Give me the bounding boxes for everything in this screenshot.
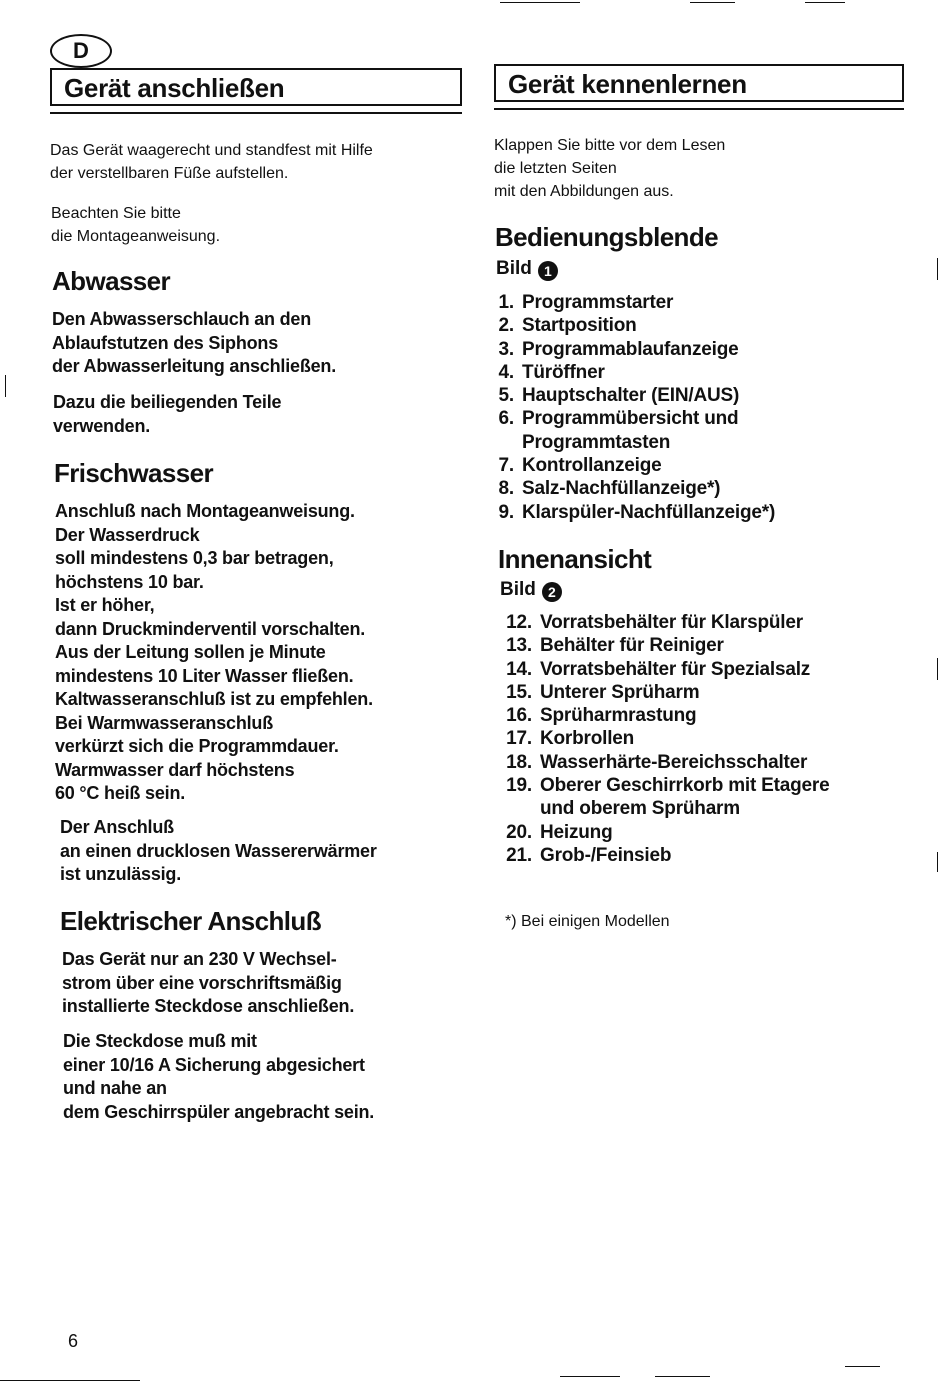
list-item-label: Heizung [540, 821, 613, 843]
list-item-number: 21. [506, 844, 532, 866]
page-number: 6 [68, 1331, 79, 1351]
list-item [496, 384, 775, 407]
list-item [496, 431, 775, 454]
interior-list [502, 611, 829, 867]
text-line: installierte Steckdose anschließen. [62, 996, 355, 1016]
list-item-number: 20. [506, 821, 532, 843]
list-item [496, 338, 775, 361]
list-item [502, 658, 829, 681]
list-item-label: Korbrollen [540, 728, 635, 750]
control-panel-list [496, 291, 775, 524]
list-item-label: Programmtasten [522, 431, 671, 453]
list-item-number: 9. [498, 501, 514, 523]
text-line: Ist er höher, [55, 595, 155, 615]
list-item [502, 821, 829, 844]
footnote: *) Bei einigen Modellen [505, 913, 670, 930]
scan-mark [937, 258, 938, 280]
list-item-number: 12. [506, 612, 532, 633]
text-line: höchstens 10 bar. [55, 571, 204, 592]
scan-mark [845, 1366, 880, 1367]
list-item-number: 8. [498, 478, 514, 500]
intro-paragraph-1 [50, 139, 373, 185]
list-item-label: Salz-Nachfüllanzeige*) [522, 478, 721, 500]
heading-elektrisch: Elektrischer Anschluß [60, 906, 321, 936]
list-item [502, 797, 829, 820]
figure-label: Bild [500, 579, 536, 600]
list-item [502, 727, 829, 750]
text-line: Bei Warmwasseranschluß [55, 712, 274, 733]
list-item-number: 18. [506, 751, 532, 773]
text-line: Warmwasser darf höchstens [55, 759, 295, 780]
text-line: dann Druckminderventil vorschalten. [55, 618, 366, 639]
text-line: an einen drucklosen Wassererwärmer [60, 840, 377, 861]
list-item [502, 774, 829, 797]
heading-frischwasser: Frischwasser [54, 458, 214, 488]
text-line: Anschluß nach Montageanweisung. [55, 501, 355, 521]
figure-label: Bild [496, 258, 532, 279]
text-line: ist unzulässig. [60, 864, 182, 884]
list-item-number: 6. [498, 408, 514, 430]
list-item-number: 15. [506, 681, 532, 703]
abwasser-paragraph-1 [52, 308, 336, 379]
scan-mark [560, 1376, 620, 1377]
text-line: 60 °C heiß sein. [55, 783, 186, 803]
text-line: Die Steckdose muß mit [63, 1031, 257, 1051]
list-item-label: Klarspüler-Nachfüllanzeige*) [522, 501, 776, 523]
list-item-label: Türöffner [522, 361, 605, 383]
text-line: mit den Abbildungen aus. [494, 183, 674, 200]
text-line: Der Wasserdruck [55, 524, 200, 545]
elektrisch-paragraph-2 [63, 1030, 374, 1124]
list-item [496, 501, 775, 524]
text-line: Dazu die beiliegenden Teile [53, 392, 282, 412]
text-line: Den Abwasserschlauch an den [52, 309, 312, 329]
text-line: dem Geschirrspüler angebracht sein. [63, 1101, 375, 1122]
text-line: soll mindestens 0,3 bar betragen, [55, 548, 334, 568]
list-item-number: 2. [498, 315, 514, 337]
list-item-number: 5. [498, 385, 514, 407]
list-item-number: 14. [506, 658, 532, 680]
elektrisch-paragraph-1 [62, 948, 354, 1019]
list-item [496, 361, 775, 384]
list-item [496, 407, 775, 430]
scan-mark [937, 658, 938, 680]
language-badge: D [50, 34, 112, 68]
text-line: mindestens 10 Liter Wasser fließen. [55, 665, 354, 686]
list-item [502, 634, 829, 657]
list-item [502, 751, 829, 774]
frischwasser-paragraph-1 [55, 500, 373, 806]
list-item-label: Programmablaufanzeige [522, 338, 739, 360]
text-line: Aus der Leitung sollen je Minute [55, 642, 326, 662]
list-item-number: 17. [506, 728, 532, 750]
list-item-number: 1. [498, 292, 514, 313]
list-item-label: Kontrollanzeige [522, 455, 662, 477]
text-line: Beachten Sie bitte [51, 205, 181, 222]
scan-mark [655, 1376, 710, 1377]
scan-mark [937, 852, 938, 872]
list-item [502, 611, 829, 634]
list-item [496, 291, 775, 314]
list-item-number: 19. [506, 775, 532, 797]
text-line: und nahe an [63, 1078, 167, 1098]
scan-mark [690, 2, 735, 3]
intro-paragraph-2 [51, 202, 220, 248]
text-line: der Abwasserleitung anschließen. [52, 356, 337, 376]
figure-number-badge: 1 [538, 261, 558, 281]
heading-abwasser: Abwasser [52, 266, 171, 296]
list-item [496, 477, 775, 500]
list-item-label: Vorratsbehälter für Klarspüler [540, 612, 803, 633]
text-line: die Montageanweisung. [51, 228, 221, 245]
list-item-label: Behälter für Reiniger [540, 635, 724, 657]
text-line: Das Gerät nur an 230 V Wechsel- [62, 949, 337, 969]
text-line: verwenden. [53, 415, 151, 436]
text-line: Der Anschluß [60, 817, 174, 837]
text-line: strom über eine vorschriftsmäßig [62, 972, 342, 993]
heading-innenansicht: Innenansicht [498, 544, 652, 574]
frischwasser-paragraph-2 [60, 816, 377, 887]
list-item [502, 704, 829, 727]
scan-mark [805, 2, 845, 3]
list-item-number: 7. [498, 455, 514, 477]
list-item-number: 3. [498, 338, 514, 360]
text-line: Kaltwasseranschluß ist zu empfehlen. [55, 689, 373, 709]
list-item-number: 16. [506, 705, 532, 727]
list-item-label: Oberer Geschirrkorb mit Etagere [540, 775, 830, 797]
abwasser-paragraph-2 [53, 391, 281, 438]
list-item-label: Programmübersicht und [522, 408, 739, 430]
figure-ref-2 [500, 578, 562, 602]
list-item-number [502, 797, 532, 820]
list-item-label: und oberem Sprüharm [540, 798, 740, 820]
section-divider-right [494, 108, 904, 110]
scan-mark [0, 1380, 140, 1381]
list-item-label: Unterer Sprüharm [540, 681, 700, 703]
section-title-connect: Gerät anschließen [50, 68, 462, 106]
text-line: verkürzt sich die Programmdauer. [55, 736, 339, 756]
list-item-number: 13. [506, 635, 532, 657]
figure-ref-1 [496, 257, 558, 281]
text-line: Ablaufstutzen des Siphons [52, 332, 279, 353]
text-line: die letzten Seiten [494, 160, 617, 177]
section-divider-left [50, 112, 462, 114]
list-item-label: Hauptschalter (EIN/AUS) [522, 385, 740, 407]
list-item [496, 454, 775, 477]
section-title-overview: Gerät kennenlernen [494, 64, 904, 102]
list-item [502, 844, 829, 867]
list-item-label: Programmstarter [522, 292, 674, 313]
list-item [502, 681, 829, 704]
text-line: Klappen Sie bitte vor dem Lesen [494, 137, 726, 154]
list-item-label: Vorratsbehälter für Spezialsalz [540, 658, 811, 680]
scan-mark [5, 375, 6, 397]
text-line: der verstellbaren Füße aufstellen. [50, 165, 289, 182]
list-item-label: Grob-/Feinsieb [540, 844, 672, 866]
list-item-label: Wasserhärte-Bereichsschalter [540, 751, 808, 773]
text-line: einer 10/16 A Sicherung abgesichert [63, 1054, 365, 1075]
scan-mark [500, 2, 580, 3]
figure-number-badge: 2 [542, 582, 562, 602]
list-item-label: Sprüharmrastung [540, 705, 697, 727]
text-line: Das Gerät waagerecht und standfest mit Hilfe [50, 142, 373, 159]
overview-intro [494, 134, 725, 203]
heading-bedienungsblende: Bedienungsblende [495, 222, 718, 252]
list-item-label: Startposition [522, 315, 637, 337]
list-item [496, 314, 775, 337]
list-item-number [496, 431, 514, 454]
list-item-number: 4. [498, 361, 514, 383]
